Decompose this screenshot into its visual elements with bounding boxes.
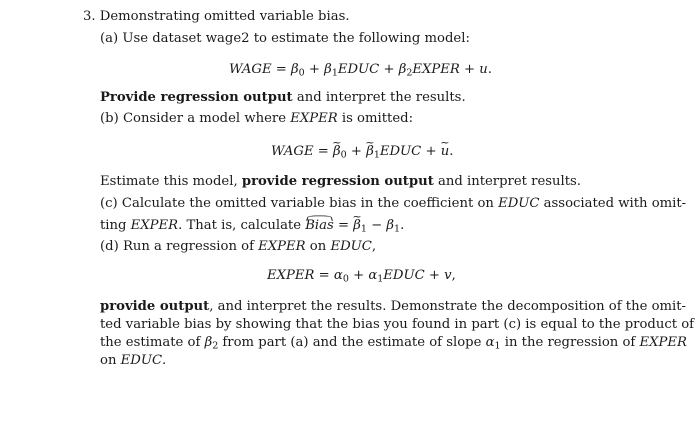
part-b-prompt: [100, 111, 413, 127]
part-b-follow-after: and interpret results.: [433, 174, 581, 189]
part-d-text-before: Run a regression of: [122, 239, 259, 254]
part-a-label: (a): [100, 31, 119, 46]
part-d-text-after: ,: [371, 239, 377, 254]
part-a-equation: [229, 62, 492, 81]
part-d-para-line1-rest: , and interpret the results. Demonstrate the decomposition of the omit-: [209, 299, 687, 314]
part-c-line2-var: EXPER: [130, 218, 179, 233]
part-d-para-bold: provide output: [100, 299, 210, 314]
part-d-var-1: EXPER: [258, 239, 306, 254]
problem-title: Demonstrating omitted variable bias.: [99, 9, 350, 24]
part-c-bias-equation: Bias = ~ $\beta_1 - \beta_1$.: [305, 218, 404, 233]
part-d-para-line2-text: ted variable bias by showing that the bias you found in part (c) is equal to the product of: [100, 317, 695, 332]
part-d-para-line-1: [100, 299, 686, 315]
part-b-label: (b): [100, 111, 119, 126]
problem-heading: [83, 9, 350, 25]
part-b-follow-bold: provide regression output: [241, 174, 434, 189]
part-c-line2-mid: . That is, calculate: [178, 218, 306, 233]
part-d-para-line-4: [100, 353, 166, 369]
part-b-equation: [271, 144, 453, 163]
part-a-instruction-bold: Provide regression output: [100, 90, 293, 105]
part-b-follow-before: Estimate this model,: [100, 174, 242, 189]
part-a-prompt: [100, 31, 470, 47]
part-d-para-line3-text: the estimate of $\beta_2$ from part (a) and the estimate of slope $\alpha_1$ in the regression of EXPER: [100, 335, 687, 352]
part-d-equation-text: EXPER = $\alpha_0$ + $\alpha_1EDUC + v$,: [267, 268, 456, 285]
part-a-instruction: [100, 90, 466, 106]
part-c-line-1: [100, 196, 686, 212]
part-b-text-after: is omitted:: [337, 111, 414, 126]
part-b-equation-text: WAGE = ~ $\beta_0$ + ~ $\beta_1EDUC$ + ~ u.: [271, 144, 453, 159]
part-c-line-2: [100, 218, 404, 237]
part-d-var-2: EDUC: [330, 239, 372, 254]
part-c-label: (c): [100, 196, 118, 211]
part-d-equation: [267, 268, 456, 287]
part-a-text: Use dataset wage2 to estimate the following model:: [122, 31, 470, 46]
part-b-text-var: EXPER: [290, 111, 338, 126]
part-d-prompt: [100, 239, 376, 255]
problem-number: 3.: [83, 9, 96, 24]
part-d-para-line-2: [100, 317, 694, 333]
part-b-follow: [100, 174, 581, 190]
part-c-line1-text: Calculate the omitted variable bias in the coefficient on EDUC associated with omit-: [121, 196, 687, 211]
part-a-instruction-rest: and interpret the results.: [292, 90, 466, 105]
part-a-equation-text: WAGE = $\beta_0$ + $\beta_1EDUC$ + $\beta_2EXPER + u$.: [229, 62, 492, 79]
part-d-label: (d): [100, 239, 119, 254]
part-c-line2-before: ting: [100, 218, 131, 233]
part-d-text-mid: on: [305, 239, 331, 254]
part-b-text-before: Consider a model where: [122, 111, 291, 126]
part-d-para-line-3: [100, 335, 687, 354]
part-d-para-line4-text: on EDUC.: [100, 353, 167, 368]
